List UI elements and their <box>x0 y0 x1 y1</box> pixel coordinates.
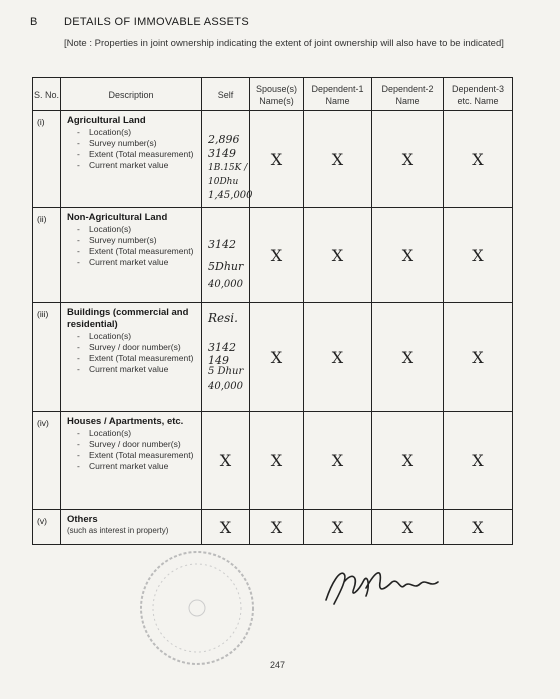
handwritten-value: 2,896 <box>208 133 240 146</box>
field-label: - Location(s) <box>77 127 132 137</box>
header-sno: S. No. <box>33 78 61 111</box>
header-row <box>33 78 513 111</box>
cross-mark: X <box>304 208 372 303</box>
section-letter: B <box>30 16 38 28</box>
section-title: DETAILS OF IMMOVABLE ASSETS <box>64 16 249 28</box>
header-dependent-1: Dependent-1 Name <box>304 78 372 111</box>
handwritten-value: Resi. <box>208 311 238 325</box>
cross-mark: X <box>202 510 250 545</box>
table-row <box>33 303 513 412</box>
handwritten-value: 5Dhur <box>208 260 244 273</box>
handwritten-value: 1B.15K / 10Dhu <box>208 163 248 187</box>
cross-mark: X <box>444 510 513 545</box>
category-label: Others <box>67 514 98 525</box>
table-row <box>33 510 513 545</box>
header-spouse: Spouse(s) Name(s) <box>250 78 304 111</box>
assets-table <box>32 77 513 545</box>
field-label: - Current market value <box>77 257 169 267</box>
handwritten-value: 40,000 <box>208 279 243 290</box>
field-label: - Location(s) <box>77 428 132 438</box>
cross-mark: X <box>372 208 444 303</box>
row-description <box>61 412 202 510</box>
self-values <box>202 303 250 412</box>
category-label: Agricultural Land <box>67 115 146 126</box>
cross-mark: X <box>444 208 513 303</box>
self-values <box>202 111 253 208</box>
field-label: - Current market value <box>77 461 169 471</box>
field-label: - Extent (Total measurement) <box>77 353 194 363</box>
category-label: Buildings (commercial and residential) <box>67 307 189 330</box>
category-label: Non-Agricultural Land <box>67 212 168 223</box>
field-label: - Extent (Total measurement) <box>77 149 194 159</box>
handwritten-value: 40,000 <box>208 381 243 392</box>
cross-mark: X <box>250 303 304 412</box>
cross-mark: X <box>372 412 444 510</box>
cross-mark: X <box>304 412 372 510</box>
row-sno: (i) <box>33 111 61 208</box>
handwritten-value: 3142 <box>208 341 236 354</box>
field-label: - Extent (Total measurement) <box>77 246 194 256</box>
cross-mark: X <box>250 412 304 510</box>
handwritten-value: 149 <box>208 354 229 367</box>
handwritten-signature <box>318 552 448 612</box>
field-label: - Location(s) <box>77 331 132 341</box>
category-subtitle: (such as interest in property) <box>67 526 169 535</box>
cross-mark: X <box>304 510 372 545</box>
row-sno: (iii) <box>33 303 61 412</box>
field-label: - Survey / door number(s) <box>77 439 181 449</box>
field-label: - Survey / door number(s) <box>77 342 181 352</box>
row-description <box>61 510 202 545</box>
field-label: - Survey number(s) <box>77 235 157 245</box>
handwritten-value: 5 Dhur <box>208 366 244 377</box>
row-description <box>61 111 202 208</box>
handwritten-value: 1,45,000 <box>208 190 253 201</box>
field-label: - Extent (Total measurement) <box>77 450 194 460</box>
official-seal-stamp <box>122 546 272 666</box>
cross-mark: X <box>444 412 513 510</box>
row-description <box>61 208 202 303</box>
cross-mark: X <box>304 111 372 208</box>
field-label: - Location(s) <box>77 224 132 234</box>
header-dependent-2: Dependent-2 Name <box>372 78 444 111</box>
row-sno: (ii) <box>33 208 61 303</box>
page-number: 247 <box>270 660 286 670</box>
table-row <box>33 412 513 510</box>
cross-mark: X <box>372 303 444 412</box>
section-note: [Note : Properties in joint ownership indicating the extent of joint ownership will also have to be indicated] <box>64 38 504 49</box>
row-description <box>61 303 202 412</box>
table-row <box>33 111 513 208</box>
field-label: - Survey number(s) <box>77 138 157 148</box>
cross-mark: X <box>250 111 304 208</box>
field-label: - Current market value <box>77 160 169 170</box>
cross-mark: X <box>304 303 372 412</box>
category-label: Houses / Apartments, etc. <box>67 416 184 427</box>
self-values <box>202 208 250 303</box>
cross-mark: X <box>250 510 304 545</box>
header-self: Self <box>202 78 250 111</box>
cross-mark: X <box>372 111 444 208</box>
header-dependent-3: Dependent-3 etc. Name <box>444 78 513 111</box>
header-description: Description <box>61 78 202 111</box>
cross-mark: X <box>444 303 513 412</box>
cross-mark: X <box>250 208 304 303</box>
handwritten-value: 3149 <box>208 147 236 160</box>
row-sno: (iv) <box>33 412 61 510</box>
cross-mark: X <box>202 412 250 510</box>
cross-mark: X <box>372 510 444 545</box>
cross-mark: X <box>444 111 513 208</box>
table-row <box>33 208 513 303</box>
row-sno: (v) <box>33 510 61 545</box>
field-label: - Current market value <box>77 364 169 374</box>
handwritten-value: 3142 <box>208 238 236 251</box>
